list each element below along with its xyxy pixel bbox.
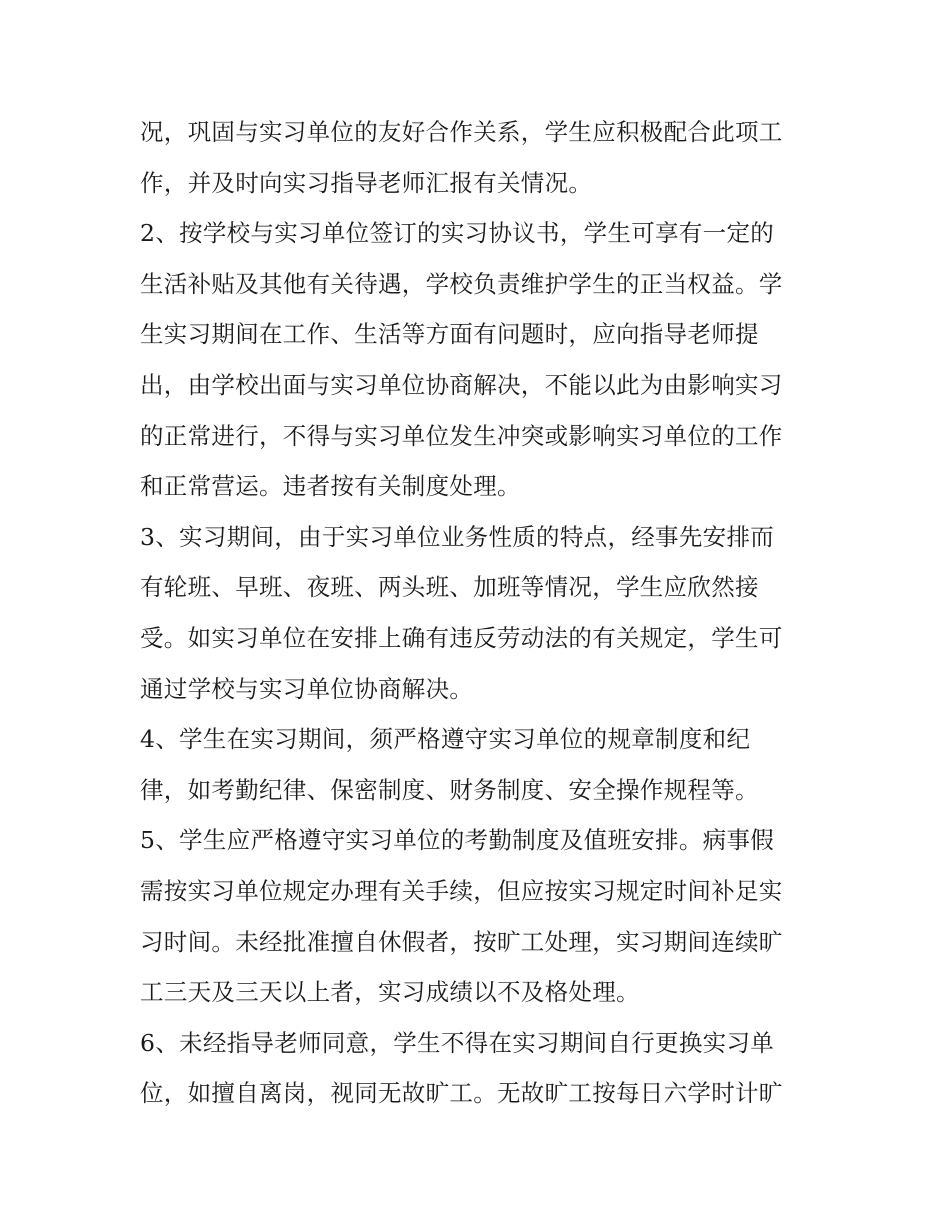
text-line: 生活补贴及其他有关待遇，学校负责维护学生的正当权益。学	[140, 269, 783, 298]
text-line: 3、实习期间，由于实习单位业务性质的特点，经事先安排而	[140, 522, 775, 551]
text-line: 受。如实习单位在安排上确有违反劳动法的有关规定，学生可	[140, 623, 783, 652]
text-line: 的正常进行，不得与实习单位发生冲突或影响实习单位的工作	[140, 421, 783, 450]
text-line: 生实习期间在工作、生活等方面有问题时，应向指导老师提	[140, 320, 759, 349]
text-line: 律，如考勤纪律、保密制度、财务制度、安全操作规程等。	[140, 775, 759, 804]
text-line: 6、未经指导老师同意，学生不得在实习期间自行更换实习单	[140, 1028, 775, 1057]
text-line: 有轮班、早班、夜班、两头班、加班等情况，学生应欣然接	[140, 573, 759, 602]
document-body	[140, 107, 820, 1119]
text-line: 习时间。未经批准擅自休假者，按旷工处理，实习期间连续旷	[140, 927, 783, 956]
text-line: 和正常营运。违者按有关制度处理。	[140, 472, 521, 501]
text-line: 出，由学校出面与实习单位协商解决，不能以此为由影响实习	[140, 370, 783, 399]
text-line: 通过学校与实习单位协商解决。	[140, 674, 474, 703]
text-line: 4、学生在实习期间，须严格遵守实习单位的规章制度和纪	[140, 725, 751, 754]
text-line: 需按实习单位规定办理有关手续，但应按实习规定时间补足实	[140, 876, 783, 905]
text-line: 作，并及时向实习指导老师汇报有关情况。	[140, 168, 593, 197]
text-line: 工三天及三天以上者，实习成绩以不及格处理。	[140, 978, 640, 1007]
text-line: 位，如擅自离岗，视同无故旷工。无故旷工按每日六学时计旷	[140, 1079, 783, 1108]
text-line: 5、学生应严格遵守实习单位的考勤制度及值班安排。病事假	[140, 826, 775, 855]
text-line: 况，巩固与实习单位的友好合作关系，学生应积极配合此项工	[140, 118, 783, 146]
text-line: 2、按学校与实习单位签订的实习协议书，学生可享有一定的	[140, 219, 775, 248]
